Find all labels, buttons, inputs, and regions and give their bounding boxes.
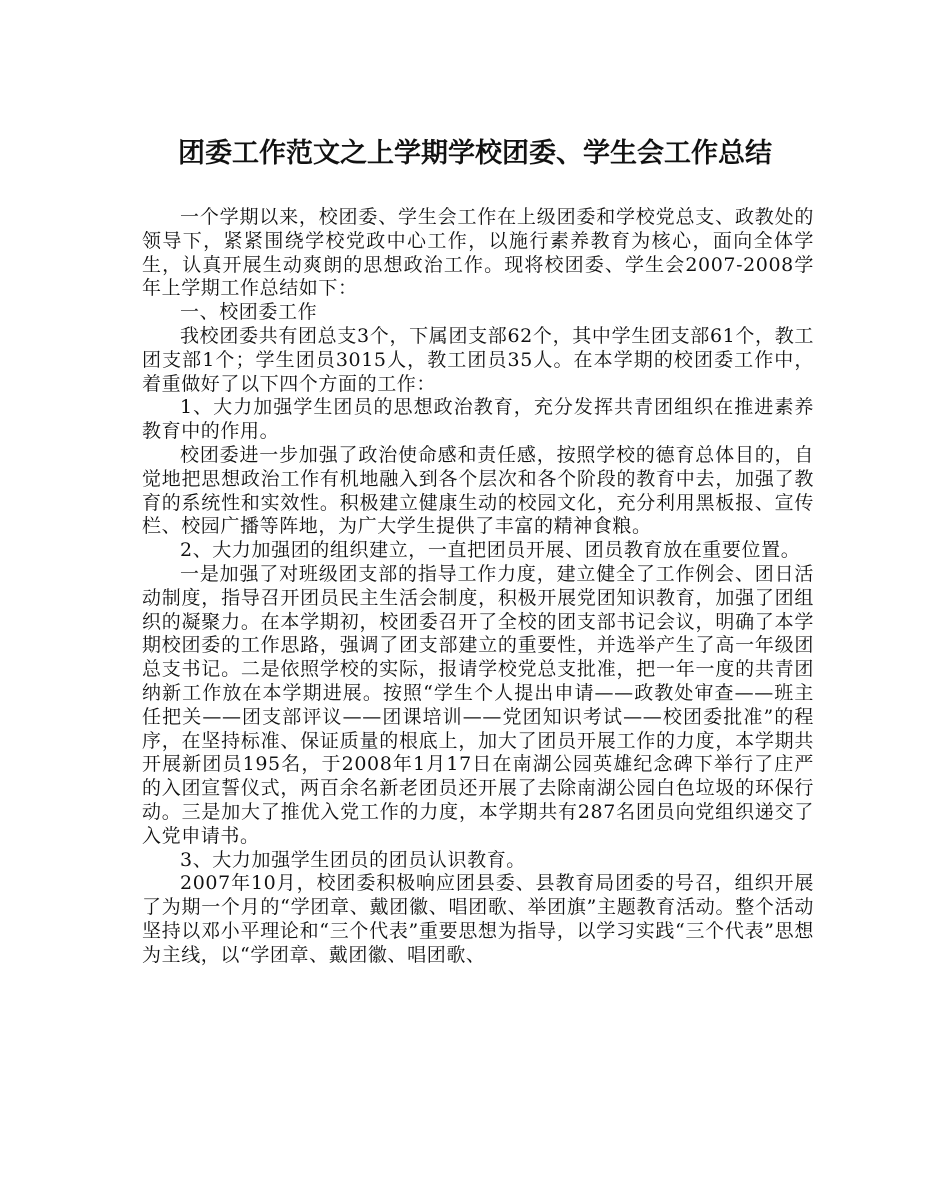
subsection-heading: 2、大力加强团的组织建立，一直把团员开展、团员教育放在重要位置。 — [180, 539, 801, 562]
document-body — [142, 206, 814, 968]
paragraph: 校团委进一步加强了政治使命感和责任感，按照学校的德育总体目的，自觉地把思想政治工作有机地融入到各个层次和各个阶段的教育中去，加强了教育的系统性和实效性。积极建立健康生动的校园文化，充分利用黑板报、宣传栏、校园广播等阵地，为广大学生提供了丰富的精神食粮。 — [142, 443, 814, 538]
document-title: 团委工作范文之上学期学校团委、学生会工作总结 — [178, 138, 772, 169]
paragraph-intro: 一个学期以来，校团委、学生会工作在上级团委和学校党总支、政教处的领导下，紧紧围绕学校党政中心工作，以施行素养教育为核心，面向全体学生，认真开展生动爽朗的思想政治工作。现将校团委、学生会2007-2008学年上学期工作总结如下： — [142, 206, 814, 300]
subsection-heading: 1、大力加强学生团员的思想政治教育，充分发挥共青团组织在推进素养教育中的作用。 — [142, 396, 814, 443]
paragraph: 2007年10月，校团委积极响应团县委、县教育局团委的号召，组织开展了为期一个月的“学团章、戴团徽、唱团歌、举团旗”主题教育活动。整个活动坚持以邓小平理论和“三个代表”重要思想为指导，以学习实践“三个代表”思想为主线，以“学团章、戴团徽、唱团歌、 — [142, 872, 814, 966]
subsection-heading: 3、大力加强学生团员的团员认识教育。 — [180, 848, 526, 871]
section-heading: 一、校团委工作 — [180, 301, 318, 324]
paragraph: 我校团委共有团总支3个，下属团支部62个，其中学生团支部61个，教工团支部1个；学生团员3015人，教工团员35人。在本学期的校团委工作中，着重做好了以下四个方面的工作： — [142, 324, 814, 395]
paragraph: 一是加强了对班级团支部的指导工作力度，建立健全了工作例会、团日活动制度，指导召开团员民主生活会制度，积极开展党团知识教育，加强了团组织的凝聚力。在本学期初，校团委召开了全校的团支部书记会议，明确了本学期校团委的工作思路，强调了团支部建立的重要性，并选举产生了高一年级团总支书记。二是依照学校的实际，报请学校党总支批准，把一年一度的共青团纳新工作放在本学期进展。按照“学生个人提出申请——政教处审查——班主任把关——团支部评议——团课培训——党团知识考试——校团委批准”的程序，在坚持标准、保证质量的根底上，加大了团员开展工作的力度，本学期共开展新团员195名，于2008年1月17日在南湖公园英雄纪念碑下举行了庄严的入团宣誓仪式，两百余名新老团员还开展了去除南湖公园白色垃圾的环保行动。三是加大了推优入党工作的力度，本学期共有287名团员向党组织递交了入党申请书。 — [142, 562, 814, 847]
